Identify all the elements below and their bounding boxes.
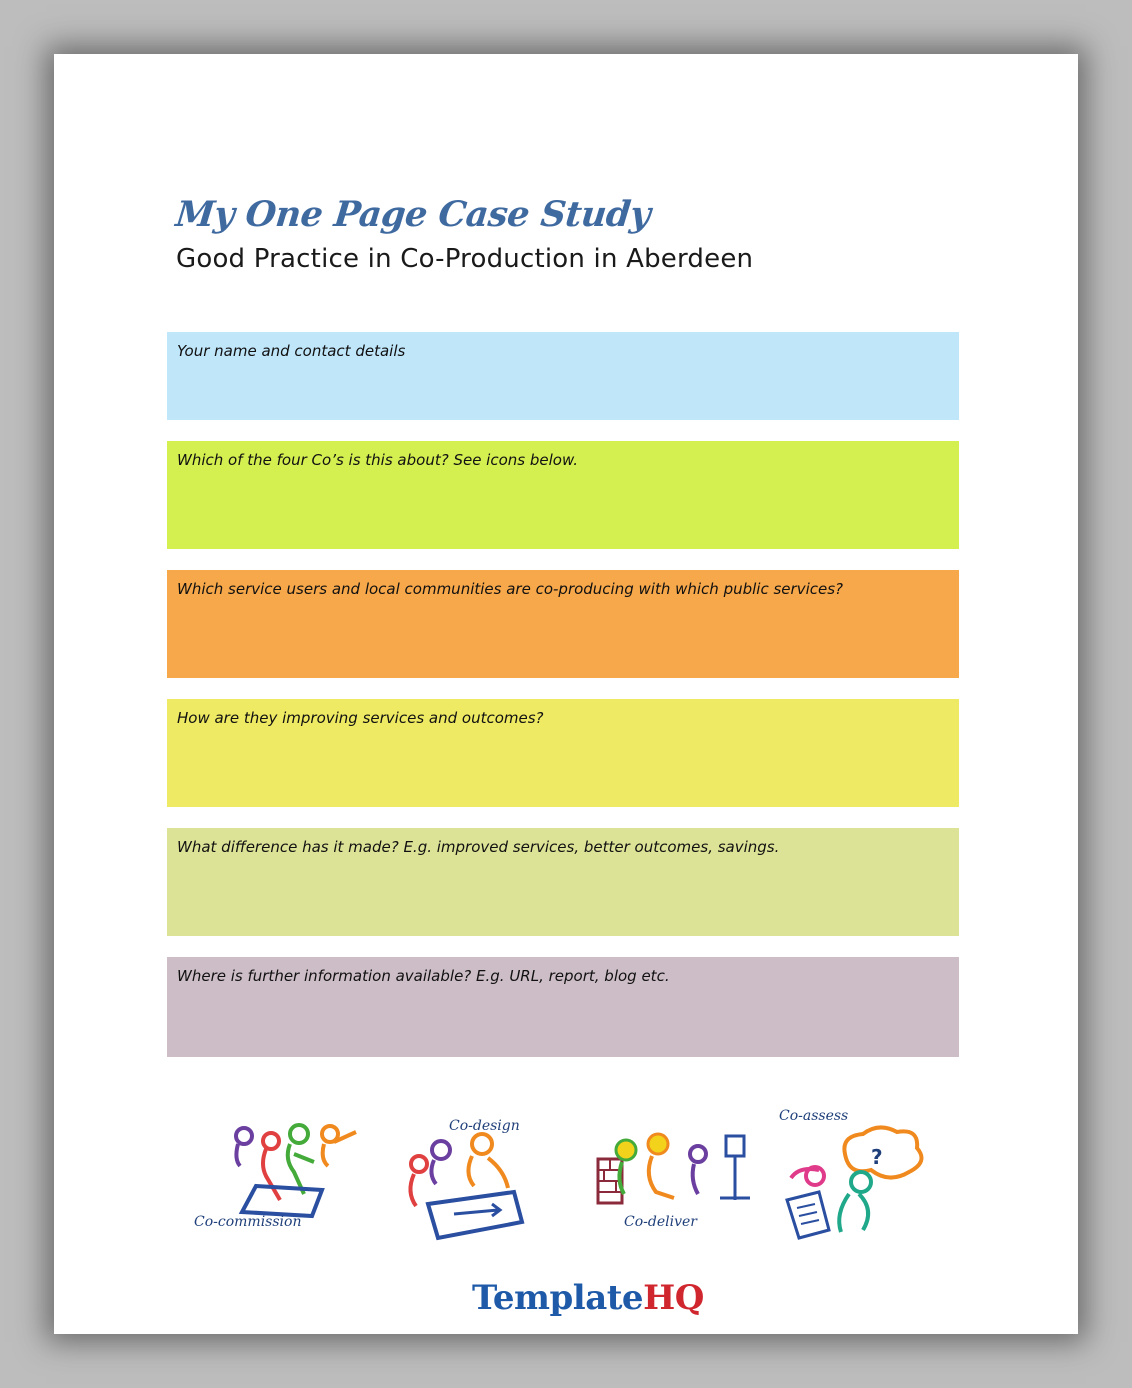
section-contact-details[interactable] [167,332,959,420]
section-label: Your name and contact details [177,342,406,360]
section-label: Which service users and local communities are co-producing with which public services? [177,580,843,598]
document-page [54,54,1078,1334]
co-design-icon [394,1114,574,1244]
co-deliver-label: Co-deliver [624,1214,697,1230]
section-label: Which of the four Co’s is this about? See icons below. [177,451,579,469]
co-commission-icon [194,1114,364,1244]
section-further-information[interactable] [167,957,959,1057]
templatehq-logo: TemplateHQ [472,1278,704,1318]
co-commission-label: Co-commission [194,1214,302,1230]
co-design-label: Co-design [449,1118,520,1134]
co-production-icons [194,1108,934,1254]
section-improving-services[interactable] [167,699,959,807]
section-four-cos[interactable] [167,441,959,549]
page-subtitle: Good Practice in Co-Production in Aberdeen [176,244,754,274]
section-service-users[interactable] [167,570,959,678]
section-label: What difference has it made? E.g. improved services, better outcomes, savings. [177,838,780,856]
section-label: Where is further information available? E.g. URL, report, blog etc. [177,967,670,985]
co-assess-icon [779,1108,939,1244]
co-deliver-icon [594,1114,764,1244]
section-difference-made[interactable] [167,828,959,936]
page-title: My One Page Case Study [173,194,653,235]
co-assess-label: Co-assess [779,1108,849,1124]
section-label: How are they improving services and outcomes? [177,709,544,727]
svg-text:?: ? [871,1145,883,1169]
